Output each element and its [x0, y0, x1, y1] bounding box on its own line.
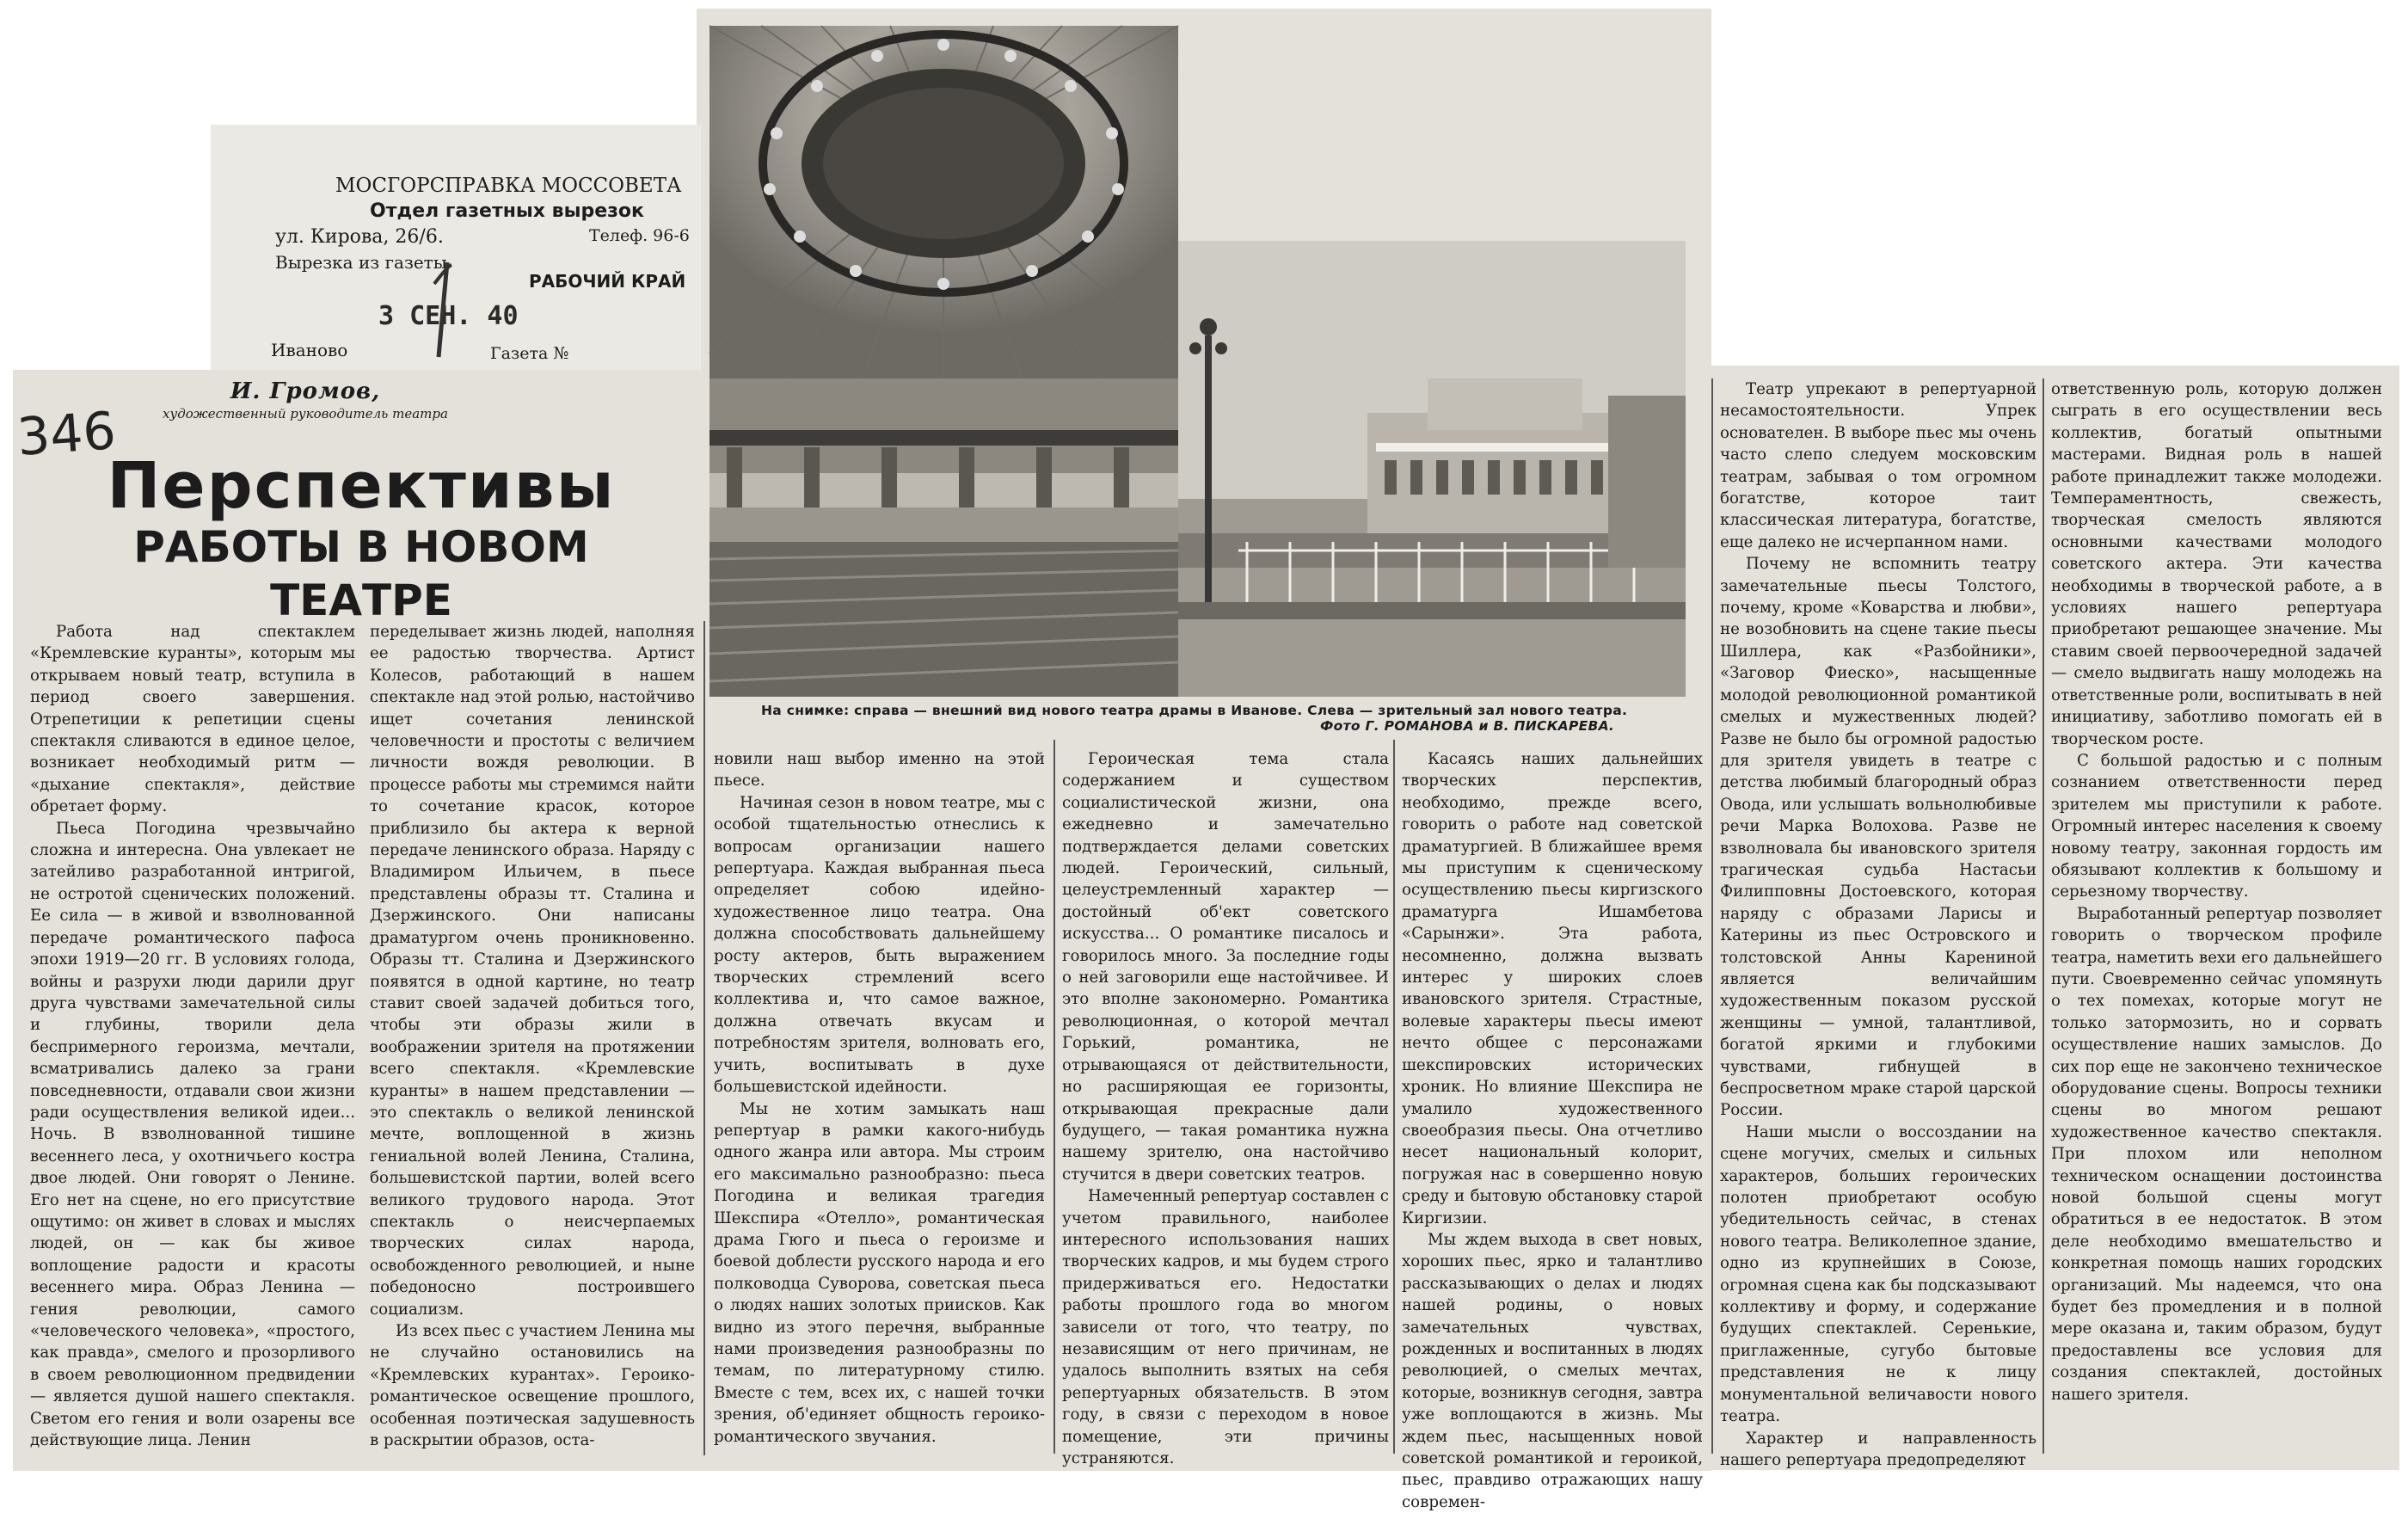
paragraph: новили наш выбор именно на этой пьесе. [714, 750, 1045, 790]
paragraph: Намеченный репертуар составлен с учетом правильного, наиболее интересного использования наших творческих кадров, и мы будем строго придерживаться его. Недостатки работы прошлого года во многом зависели от того, что театру, по независящим от него причинам, не удалось выполнить взятых на себя репертуарных обязательств. В этом году, в связи с переходом в новое помещение, эти причины устраняются. [1062, 1187, 1389, 1467]
photo-caption [761, 703, 1707, 734]
byline [112, 378, 499, 421]
pencil-mark-icon [421, 258, 473, 361]
paragraph: Театр упрекают в репертуарной несамостоятельности. Упрек основателен. В выборе пьес мы очень часто слепо следуем московским театрам, забывая о том огромном богатстве, которое таит классическая литература, богатстве, еще далеко не исчерпанном нами. [1720, 380, 2036, 551]
stamp-newspaper: РАБОЧИЙ КРАЙ [529, 271, 686, 292]
author-role: художественный руководитель театра [163, 406, 448, 421]
author-name: И. Громов, [230, 378, 381, 404]
stamp-date: 3 СЕН. 40 [378, 301, 519, 331]
stamp-city: Иваново [271, 340, 348, 360]
photo-credit: Фото Г. РОМАНОВА и В. ПИСКАРЕВА. [1320, 718, 1615, 734]
article-column-6 [1720, 378, 2036, 1467]
paragraph: Касаясь наших дальнейших творческих перспектив, необходимо, прежде всего, говорить о работе над советской драматургией. В ближайшее время мы приступим к сценическому осуществлению пьесы киргизского драматурга Ишамбетова «Сарынжи». Эта работа, несомненно, должна вызвать интерес у широких слоев ивановского зрителя. Страстные, волевые характеры пьесы имеют нечто общее с персонажами шекспировских исторических хроник. Но влияние Шекспира не умалило художественного своеобразия пьесы. Она отчетливо несет национальный колорит, погружая нас в совершенно новую среду и бытовую обстановку старой Киргизии. [1402, 750, 1703, 1227]
stamp-phone: Телеф. 96-6 [589, 226, 690, 245]
article-column-1 [30, 621, 355, 1468]
stamp-dept: Отдел газетных вырезок [370, 200, 644, 222]
auditorium-photo [710, 26, 1178, 697]
stamp-clipping-label: Вырезка из газеты [275, 252, 447, 273]
column-rule [2042, 378, 2044, 1454]
theater-exterior-photo [1178, 241, 1686, 697]
column-rule [1393, 740, 1395, 1454]
column-rule [1054, 740, 1055, 1454]
column-rule [703, 621, 705, 1455]
paragraph: Наши мысли о воссоздании на сцене могучих, смелых и сильных характеров, больших героических полотен приобретают особую убедительность сейчас, в стенах нового театра. Великолепное здание, одно из крупнейших в Союзе, огромная сцена как бы подсказывают коллективу и форму, и содержание будущих спектаклей. Серенькие, приглаженные, сугубо бытовые представления не к лицу монументальной величавости нового театра. [1720, 1122, 2036, 1426]
title-line-1: Перспективы [107, 449, 616, 523]
paragraph: Героическая тема стала содержанием и существом социалистической жизни, она ежедневно и замечательно подтверждается делами советских людей. Героический, сильный, целеустремленный характер — достойный об'ект советского искусства... О романтике писалось и говорилось много. За последние годы о ней заговорили еще настойчивее. И это вполне закономерно. Романтика революционная, о которой мечтал Горький, романтика, не отрывающаяся от действительности, но расширяющая ее горизонты, открывающая прекрасные дали будущего, — такая романтика нужна нашему зрителю, она настойчиво стучится в двери советских театров. [1062, 750, 1389, 1184]
article-column-5 [1402, 748, 1703, 1511]
article-column-2 [370, 621, 695, 1468]
column-rule [1711, 378, 1713, 1454]
stamp-address: ул. Кирова, 26/6. [275, 226, 444, 248]
title-line-3: ТЕАТРЕ [270, 575, 452, 625]
paragraph: Из всех пьес с участием Ленина мы не случайно остановились на «Кремлевских курантах». Героико-романтическое освещение прошлого, особенная поэтическая задушевность в раскрытии образов, оста- [370, 1322, 695, 1450]
paragraph: Выработанный репертуар позволяет говорить о творческом профиле театра, наметить вехи его дальнейшего пути. Своевременно сейчас упомянуть о тех помехах, которые могут не только затормозить, но и сорвать осуществление наших замыслов. До сих пор еще не закончено техническое оборудование сцены. Вопросы техники сцены во многом решают художественное качество спектакля. При плохом или неполном техническом оснащении достоинства новой большой сцены могут обратиться в ее недостаток. В этом деле необходимо вмешательство и конкретная помощь наших городских организаций. Мы надеемся, что она будет без промедления и в полной мере оказана и, таким образом, будут предоставлены все условия для создания спектаклей, достойных нашего зрителя. [2051, 904, 2382, 1404]
paragraph: Пьеса Погодина чрезвычайно сложна и интересна. Она увлекает не затейливо разработанной интригой, не остротой сценических положений. Ее сила — в живой и взволнованной передаче романтического пафоса эпохи 1919—20 гг. В условиях голода, войны и разрухи люди дарили друг друга чувствами замечательной силы и глубины, творили дела беспримерного героизма, мечтали, всматривались далеко за грани повседневности, отдавали свои жизни ради осуществления великой идеи... Ночь. В взволнованной тишине весеннего леса, у охотничьего костра двое людей. Они говорят о Ленине. Его нет на сцене, но его присутствие ощутимо: он живет в словах и мыслях людей, он — как бы живое воплощение радости и красоты весеннего мира. Образ Ленина — гения революции, самого «человеческого человека», «простого, как правда», смелого и прозорливого в своем революционном предвидении — является душой нашего спектакля. Светом его гения и воли озарены все действующие лица. Ленин [30, 819, 355, 1450]
article-title [103, 449, 619, 627]
handwritten-number: 346 [15, 401, 118, 468]
paragraph: Почему не вспомнить театру замечательные пьесы Толстого, почему, кроме «Коварства и любви», не возобновить на сцене такие пьесы Шиллера, как «Разбойники», «Заговор Фиеско», насыщенные молодой революционной романтикой смелых и мужественных людей? Разве не было бы огромной радостью для зрителя увидеть в театре с детства любимый благородный образ Овода, или услышать вольнолюбивые речи Марка Волохова. Разве не взволновала бы ивановского зрителя трагическая судьба Настасьи Филипповны Достоевского, которая наряду с образами Ларисы и Катерины из пьес Островского и толстовской Анны Карениной является величайшим художественным показом русской женщины — умной, талантливой, богатой яркими и глубокими чувствами, гибнущей в беспросветном мраке старой царской России. [1720, 555, 2036, 1120]
stamp-gazette-no: Газета № [490, 344, 569, 363]
paragraph: переделывает жизнь людей, наполняя ее радостью творчества. Артист Колесов, работающий в нашем спектакле над этой ролью, настойчиво ищет сочетания ленинской человечности и простоты с величием личности вождя революции. В процессе работы мы стремимся найти то сочетание красок, которое приблизило бы актера к верной передаче ленинского образа. Наряду с Владимиром Ильичем, в пьесе представлены образы тт. Сталина и Дзержинского. Они написаны драматургом очень проникновенно. Образы тт. Сталина и Дзержинского появятся в одной картине, но театр ставит своей задачей добиться того, чтобы эти образы жили в воображении зрителя на протяжении всего спектакля. «Кремлевские куранты» в нашем представлении — это спектакль о великой ленинской мечте, воплощенной в жизнь гениальной волей Ленина, Сталина, большевистской партии, волей всего великого трудового народа. Этот спектакль о неисчерпаемых творческих силах народа, освобожденного революцией, и ныне победоносно построившего социализм. [370, 623, 695, 1319]
stamp-org: МОСГОРСПРАВКА МОССОВЕТА [335, 175, 682, 197]
paragraph: Мы не хотим замыкать наш репертуар в рамки какого-нибудь одного жанра или автора. Мы строим его максимально разнообразно: пьеса Погодина и великая трагедия Шекспира «Отелло», романтическая драма Гюго и пьеса о героизме и боевой доблести русского народа и его полководца Суворова, советская пьеса о людях наших золотых приисков. Как видно из этого перечня, выбранные нами произведения разнообразны по темам, по литературному стилю. Вместе с тем, всех их, с нашей точки зрения, об'единяет общность героико-романтического звучания. [714, 1099, 1045, 1446]
photo-caption-text: На снимке: справа — внешний вид нового театра драмы в Иванове. Слева — зрительный зал нового театра. [761, 703, 1628, 718]
article-column-7 [2051, 378, 2382, 1467]
paragraph: Работа над спектаклем «Кремлевские куранты», которым мы открываем новый театр, вступила в период своего завершения. Отрепетиции к репетиции сцены спектакля сливаются в единое целое, возникает необходимый ритм — «дыхание спектакля», действие обретает форму. [30, 623, 355, 816]
paragraph: ответственную роль, которую должен сыграть в его осуществлении весь коллектив, богатый опытными мастерами. Видная роль в нашей работе принадлежит также молодежи. Темпераментность, свежесть, творческая смелость являются основными качествами молодого советского актера. Эти качества необходимы в творческой работе, а в условиях нашего репертуара приобретают решающее значение. Мы ставим своей первоочередной задачей — смело выдвигать нашу молодежь на ответственные роли, воспитывать в ней инициативу, заботливо помогать ей в творческом росте. [2051, 380, 2382, 748]
article-column-4 [1062, 748, 1389, 1468]
article-column-3 [714, 748, 1045, 1468]
paragraph: Начиная сезон в новом театре, мы с особой тщательностью отнеслись к вопросам организации нашего репертуара. Каждая выбранная пьеса определяет собою идейно-художественное лицо театра. Она должна способствовать дальнейшему росту актеров, быть выражением творческих стремлений всего коллектива и, что самое важное, должна отвечать вкусам и потребностям зрителя, волновать его, учить, воспитывать в духе большевистской идейности. [714, 793, 1045, 1097]
paragraph: С большой радостью и с полным сознанием ответственности перед зрителем мы приступили к работе. Огромный интерес населения к своему новому театру, законная гордость им обязывают коллектив к большому и серьезному творчеству. [2051, 751, 2382, 901]
paragraph: Мы ждем выхода в свет новых, хороших пьес, ярко и талантливо рассказывающих о делах и людях нашей родины, о новых замечательных чувствах, рожденных и воспитанных в людях революцией, о смелых мечтах, которые, возникнув сегодня, завтра уже воплощаются в жизнь. Мы ждем пьес, насыщенных новой советской романтикой и героикой, пьес, правдиво отражающих нашу современ- [1402, 1230, 1703, 1511]
title-line-2: РАБОТЫ В НОВОМ [133, 522, 589, 572]
paragraph: Характер и направленность нашего репертуара предопределяют [1720, 1429, 2036, 1469]
